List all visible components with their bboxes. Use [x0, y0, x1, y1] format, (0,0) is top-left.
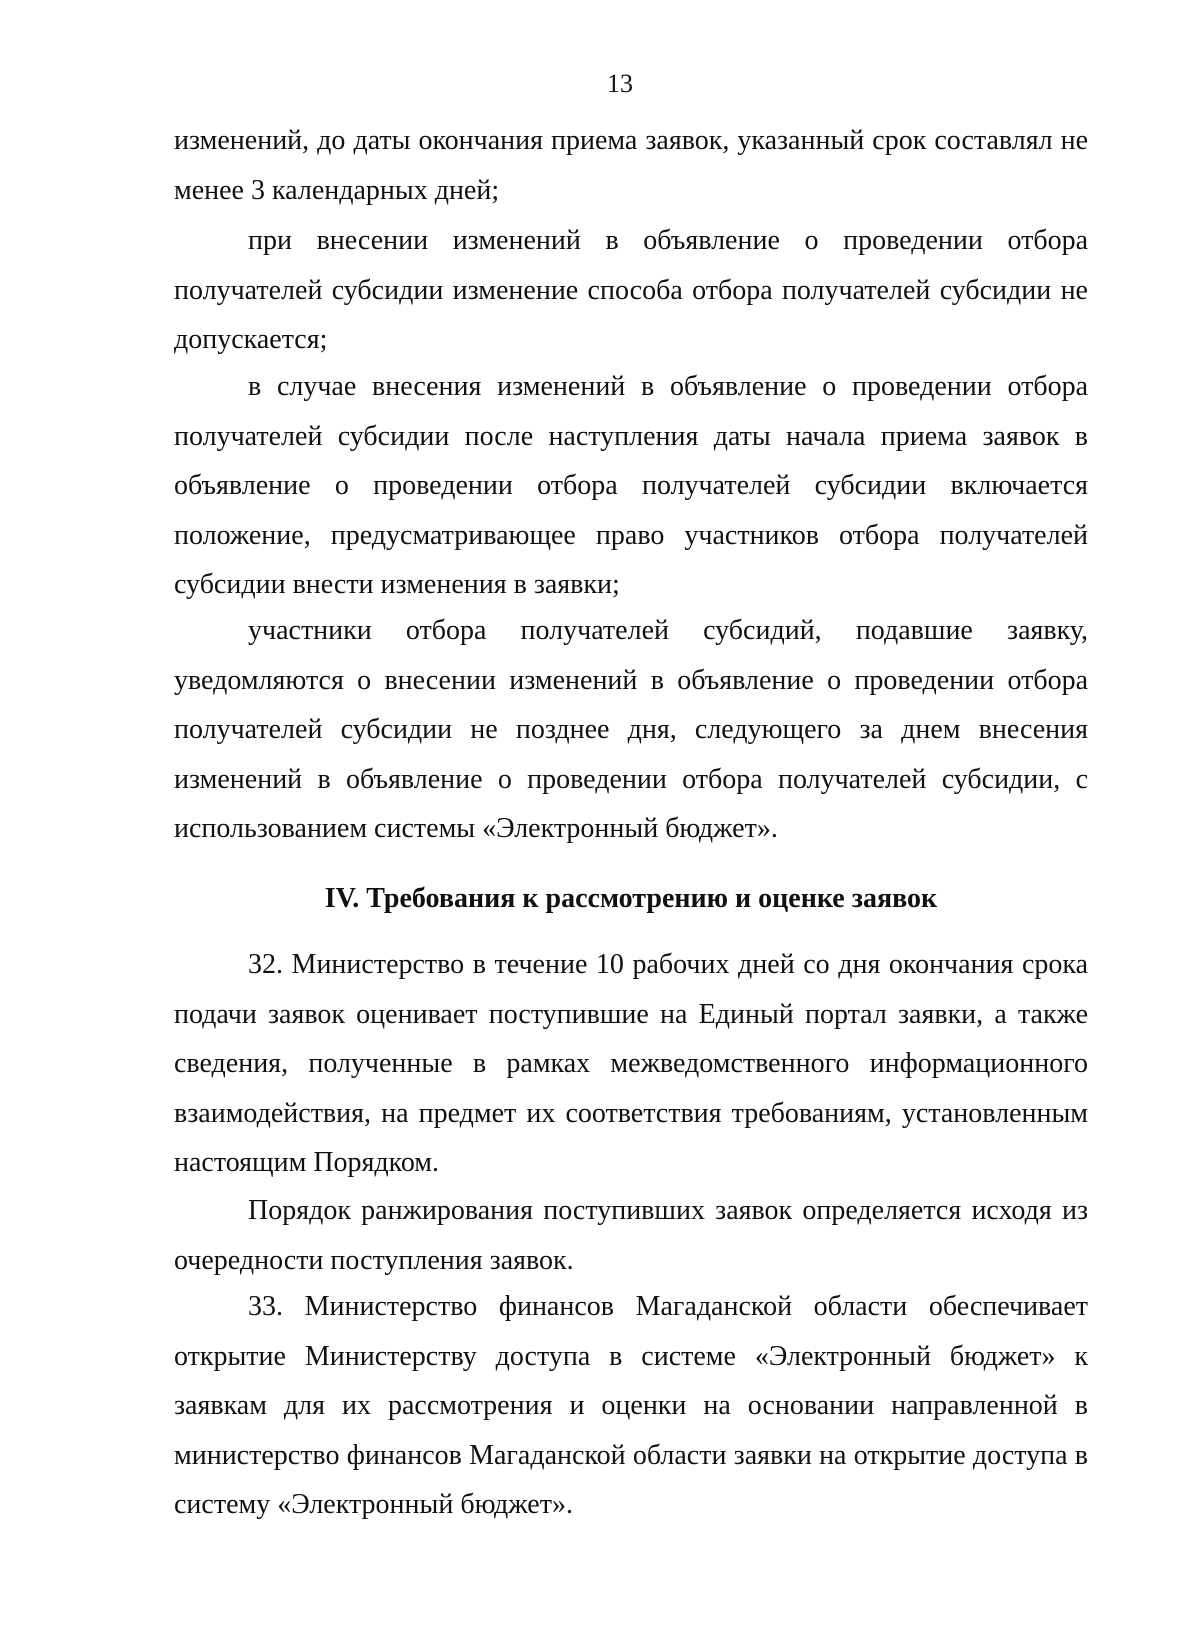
paragraph-notification: участники отбора получателей субсидий, подавшие заявку, уведомляются о внесении изменений в объявление о проведении отбора получателей субсидии не позднее дня, следующего за днем внесения изменений в объявление о проведении отбора получателей субсидии, с использованием системы «Электронный бюджет». [174, 615, 1088, 844]
paragraph-ranking: Порядок ранжирования поступивших заявок определяется исходя из очередности поступления заявок. [174, 1195, 1088, 1276]
paragraph-item-33: 33. Министерство финансов Магаданской области обеспечивает открытие Министерству доступа в системе «Электронный бюджет» к заявкам для их рассмотрения и оценки на основании направленной в министерство финансов Магаданской области заявки на открытие доступа в систему «Электронный бюджет». [174, 1291, 1088, 1520]
paragraph-case-after-start: в случае внесения изменений в объявление о проведении отбора получателей субсидии после наступления даты начала приема заявок в объявление о проведении отбора получателей субсидии включается положение, предусматривающее право участников отбора получателей субсидии внести изменения в заявки; [174, 371, 1088, 600]
section-heading: IV. Требования к рассмотрению и оценке заявок [324, 883, 938, 914]
paragraph-item-32: 32. Министерство в течение 10 рабочих дней со дня окончания срока подачи заявок оценивает поступившие на Единый портал заявки, а также сведения, полученные в рамках межведомственного информационного взаимодействия, на предмет их соответствия требованиям, установленным настоящим Порядком. [174, 949, 1088, 1178]
paragraph-continuation: изменений, до даты окончания приема заявок, указанный срок составлял не менее 3 календарных дней; [174, 125, 1088, 206]
page-number: 13 [607, 69, 633, 98]
paragraph-amendment-rule: при внесении изменений в объявление о проведении отбора получателей субсидии изменение способа отбора получателей субсидии не допускается; [174, 225, 1088, 355]
